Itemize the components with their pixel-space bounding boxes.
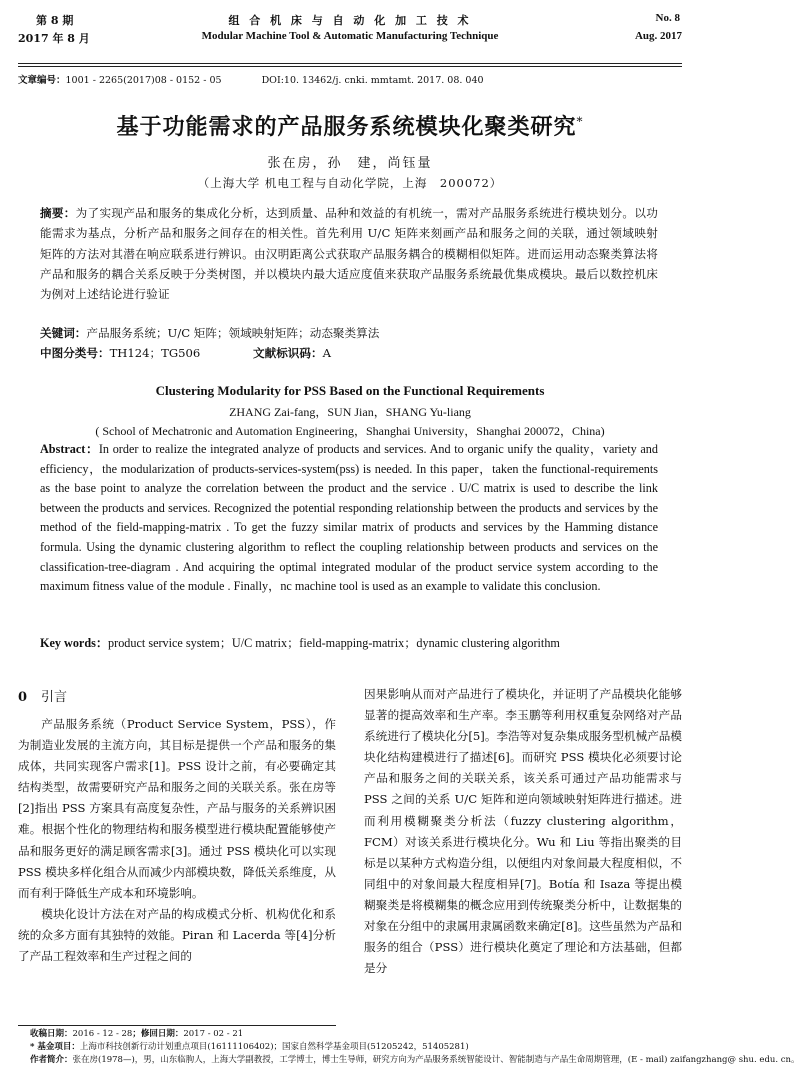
keywords-en-label: Key words： (40, 636, 109, 650)
article-number: 1001 - 2265(2017)08 - 0152 - 05 (65, 75, 222, 86)
journal-title-en: Modular Machine Tool & Automatic Manufacturing Technique (201, 30, 499, 42)
fund-label: * 基金项目： (30, 1042, 80, 1052)
section-heading-intro (18, 688, 336, 708)
footnote-fund (30, 1041, 682, 1054)
article-info (18, 72, 484, 86)
keywords-en (40, 633, 658, 653)
document-code (253, 343, 331, 363)
author-bio-text: 张在房(1978—)，男，山东临朐人，上海大学副教授，工学博士，博士生导师，研究方向为产品服务系统智能设计、智能制造与产品生命周期管理，(E - mail) zaifangzhang@ shu. edu. cn。 (72, 1055, 800, 1065)
revised-label: ；修回日期： (132, 1029, 184, 1039)
paper-title-cn (0, 110, 700, 141)
affiliation-cn: （上海大学 机电工程与自动化学院，上海 200072） (197, 176, 503, 190)
keywords-cn-label: 关键词： (40, 326, 87, 340)
title-footnote-mark: * (576, 114, 584, 129)
revised-date: 2017 - 02 - 21 (183, 1029, 244, 1039)
author-bio-label: 作者简介： (30, 1055, 73, 1065)
affiliation-en: ( School of Mechatronic and Automation Engineering，Shanghai University，Shanghai 200072，China) (95, 424, 605, 438)
header-rule-thin (18, 66, 682, 67)
classification-cn (40, 343, 658, 363)
intro-paragraph-2: 模块化设计方法在对产品的构成模式分析、机构优化和系统的众多方面有其独特的效能。Piran 和 Lacerda 等[4]分析了产品工程效率和生产过程之间的 (18, 906, 336, 964)
doi: DOI:10. 13462/j. cnki. mmtamt. 2017. 08. 040 (261, 75, 484, 86)
body-column-left (18, 688, 336, 967)
keywords-cn (40, 323, 658, 343)
abstract-en-label: Abstract： (40, 442, 99, 456)
issue-cn: 第 8 期 (36, 14, 74, 27)
article-number-label: 文章编号： (18, 75, 66, 86)
fund-text: 上海市科技创新行动计划重点项目(16111106402)；国家自然科学基金项目(51205242，51405281) (79, 1042, 469, 1052)
paper-title-en: Clustering Modularity for PSS Based on the Functional Requirements (155, 383, 545, 398)
keywords-en-text: product service system；U/C matrix；field-mapping-matrix；dynamic clustering algorithm (108, 636, 560, 650)
abstract-en-text: In order to realize the integrated analyze of products and services. And to organic unify the quality，variety and efficiency，the modularization of products-services-system(pss) is needed. In this paper，taken the functional-requirements as the base point to analyze the correlation between the product and the service . U/C matrix is used to describe the link between the products and services. Recognized the potential responding relationship between the products and services by the method of the field-mapping-matrix . To get the fuzzy similar matrix of products and services by the Hamming distance formula. Using the dynamic clustering algorithm to reflect the coupling relationship between products and services on the classification-tree-diagram . And acquiring the optimal integrated modular of the product service system according to the maximum fitness value of the module . Finally，nc machine tool is used as an example to validate this conclusion. (40, 442, 658, 594)
running-header (0, 12, 700, 52)
received-label: 收稿日期： (30, 1029, 73, 1039)
section-title: 引言 (41, 690, 68, 705)
received-date: 2016 - 12 - 28 (72, 1029, 133, 1039)
intro-paragraph-2-cont: 因果影响从而对产品进行了模块化，并证明了产品模块化能够显著的提高效率和生产率。李玉鹏等利用权重复杂网络对产品系统进行了模块化分[5]。李浩等对复杂集成服务型机械产品模块化结构建模进行了描述[6]。而研究 PSS 模块化必须要讨论产品和服务之间的关联关系，该关系可通过产品功能需求与 PSS 之间的关系 U/C 矩阵和逆向领域映射矩阵进行描述。进而利用模糊聚类分析法（fuzzy clustering algorithm，FCM）对该关系进行模块化分。Wu 和 Liu 等指出聚类的目标是以某种方式构造分组，以便组内对象间最大程度相似，不同组中的对象间最大程度相异[7]。Botía 和 Isaza 等提出模糊聚类是将模糊集的概念应用到传统聚类分析中，让数据集的对象在分组中的隶属用隶属函数来确定[8]。这些虽然为产品和服务的组合（PSS）进行模块化奠定了理论和方法基础，但都是分 (364, 687, 682, 976)
intro-paragraph-1: 产品服务系统（Product Service System，PSS），作为制造业发展的主流方向，其目标是提供一个产品和服务的集成体，共同实现客户需求[1]。PSS 设计之前，有必要确定其结构类型，故需要研究产品和服务之间的关联关系。张在房等[2]指出 PSS 方案具有高度复杂性，产品与服务的关系辨识困难。根据个性化的物理结构和服务模型进行模块配置能够使产品和服务更好的满足顾客需求[3]。通过 PSS 模块化可以实现 PSS 模块多样化组合从而减少内部模块数，降低关系维度，从而有利于降低生产成本和环境影响。 (18, 717, 336, 900)
authors-cn: 张在房，孙 建，尚钰量 (267, 156, 433, 171)
section-number: 0 (18, 690, 28, 705)
doc-code-label: 文献标识码： (253, 346, 323, 360)
issue-en: No. 8 (655, 12, 680, 24)
footnote-rule (18, 1025, 336, 1026)
date-cn: 2017 年 8 月 (18, 32, 90, 45)
doc-code-value: A (322, 346, 331, 360)
body-column-right (364, 684, 682, 979)
abstract-cn-text: 为了实现产品和服务的集成化分析，达到质量、品种和效益的有机统一，需对产品服务系统进行模块划分。以功能需求为基点，分析产品和服务之间存在的相关性。首先利用 U/C 矩阵来刻画产品和服务之间的关联，通过领域映射矩阵的方法对其潜在响应联系进行辨识。由汉明距离公式获取产品服务耦合的模糊相似矩阵。进而运用动态聚类算法将产品和服务的耦合关系反映于分类树图，并以模块内最大适应度值来获取产品服务系统最优集成模块。最后以数控机床为例对上述结论进行验证 (40, 206, 658, 302)
abstract-en (40, 440, 658, 597)
authors-en: ZHANG Zai-fang，SUN Jian，SHANG Yu-liang (229, 405, 471, 419)
footnote-dates (30, 1028, 682, 1041)
abstract-cn-label: 摘要： (40, 206, 76, 220)
paper-title-text: 基于功能需求的产品服务系统模块化聚类研究 (116, 114, 577, 140)
journal-title-cn: 组 合 机 床 与 自 动 化 加 工 技 术 (228, 14, 472, 27)
clc-value: TH124；TG506 (109, 346, 201, 360)
clc-label: 中图分类号： (40, 346, 110, 360)
footnote-author (30, 1054, 800, 1067)
date-en: Aug. 2017 (634, 30, 682, 42)
keywords-cn-text: 产品服务系统；U/C 矩阵；领域映射矩阵；动态聚类算法 (86, 326, 380, 340)
header-rule (18, 63, 682, 64)
abstract-cn (40, 203, 658, 304)
